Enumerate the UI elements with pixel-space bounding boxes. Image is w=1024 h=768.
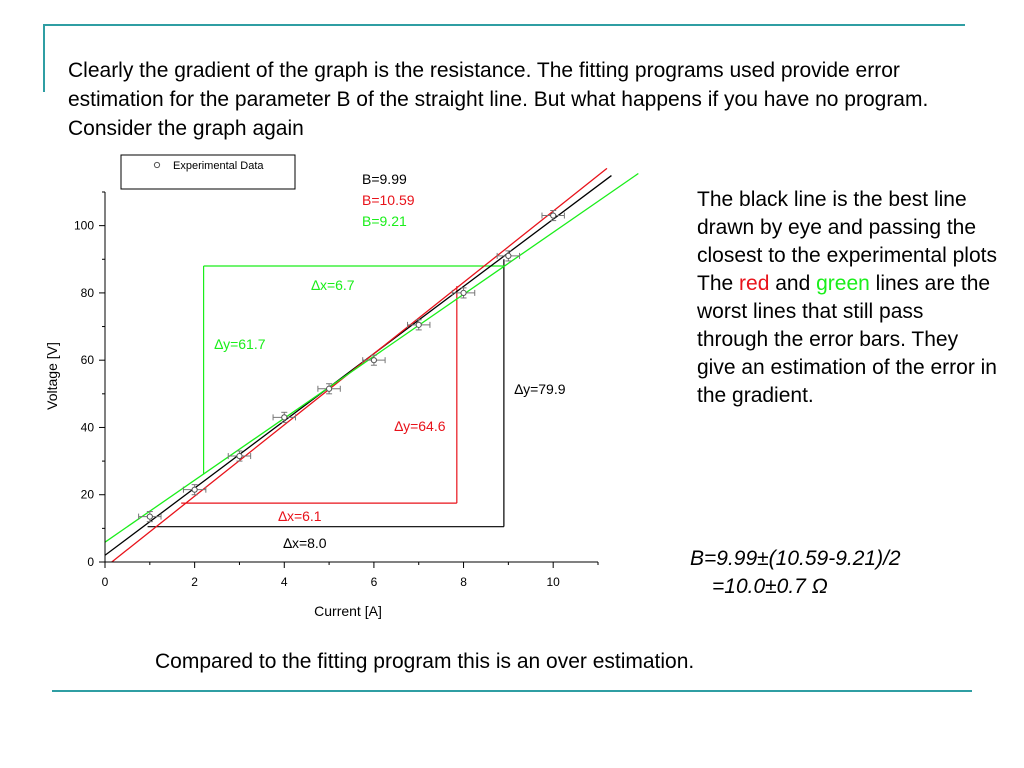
data-marker [551,213,556,218]
top-rule [43,24,965,26]
data-marker [282,415,287,420]
chart [0,150,680,630]
data-point [408,320,430,330]
triangle-0 [148,259,504,526]
side-note [697,186,997,410]
y-tick-label: 40 [80,420,94,435]
y-tick-label: 100 [73,218,94,233]
x-tick-label: 4 [280,575,288,589]
green-dy-label: ∆y=61.7 [214,336,266,352]
x-tick-label: 8 [460,575,467,589]
x-tick-label: 2 [191,575,198,589]
data-point [139,512,161,522]
red-dx-label: ∆x=6.1 [278,508,322,524]
green-dx-label: ∆x=6.7 [311,277,355,293]
x-axis-label: Current [A] [314,603,382,619]
x-tick-label: 0 [101,575,109,589]
black-dx-label: ∆x=8.0 [283,535,327,551]
data-point [363,355,385,365]
legend [121,155,295,189]
side-note-part3: lines are the worst lines that still pass through the error bars. They give an estimation of the error in the gradient. [697,272,997,407]
fit-label-0: B=9.99 [362,171,407,187]
legend-marker [154,162,159,167]
y-tick-label: 80 [80,285,94,300]
y-tick-label: 0 [87,555,94,569]
legend-label: Experimental Data [173,160,264,172]
formula-line2: =10.0±0.7 Ω [712,575,828,598]
data-marker [326,386,331,391]
side-note-part1: The black line is the best line drawn by eye and passing the closest to the experimental plots The [697,188,997,295]
intro-text: Clearly the gradient of the graph is the resistance. The fitting programs used provide error estimation for the parameter B of the straight line. But what happens if you have no program. Consider the graph again [68,59,929,140]
y-axis-label: Voltage [V] [44,342,60,410]
fit-label-2: B=9.21 [362,213,407,229]
formula-line1: B=9.99±(10.59-9.21)/2 [690,547,901,570]
side-note-green-word: green [816,272,870,295]
left-rule [43,24,45,92]
data-marker [147,514,152,519]
data-marker [192,487,197,492]
data-marker [506,253,511,258]
formula [690,545,901,601]
data-marker [416,322,421,327]
side-note-red-word: red [739,272,770,295]
black-dy-label: ∆y=79.9 [514,381,566,397]
red-dy-label: ∆y=64.6 [394,418,446,434]
y-tick-label: 60 [80,353,94,368]
bottom-rule [52,690,972,692]
data-marker [237,453,242,458]
data-marker [461,290,466,295]
y-tick-label: 20 [80,487,94,502]
conclusion-text: Compared to the fitting program this is an over estimation. [155,650,695,673]
fit-label-1: B=10.59 [362,192,415,208]
x-tick-label: 6 [370,575,378,589]
side-note-part2: and [769,272,817,295]
data-point [542,211,564,221]
data-marker [371,358,376,363]
x-tick-label: 10 [546,575,560,589]
data-point [273,412,295,422]
